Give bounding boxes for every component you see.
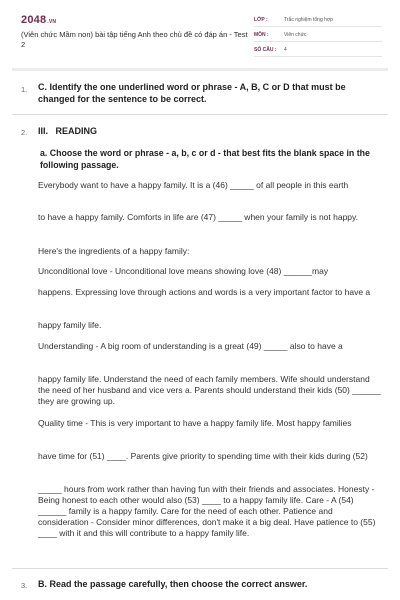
- question-1-text: C. Identify the one underlined word or phrase - A, B, C or D that must be changed for the sentence to be correct.: [38, 82, 346, 104]
- question-1-number: 1.: [21, 85, 28, 94]
- meta-subject-value: Viên chức: [284, 32, 307, 38]
- question-3-text: B. Read the passage carefully, then choose the correct answer.: [38, 579, 308, 589]
- logo-sub: .VN: [47, 19, 57, 25]
- passage-paragraph: Quality time - This is very important to have a happy family life. Most happy families: [38, 418, 352, 428]
- question-3-number: 3.: [21, 581, 28, 590]
- page-header: [0, 0, 400, 68]
- passage-paragraph: happens. Expressing love through actions and words is a very important factor to have a: [38, 287, 371, 297]
- meta-class-row: [254, 14, 382, 27]
- meta-count-row: [254, 44, 382, 57]
- meta-count-label: SỐ CÂU :: [254, 47, 277, 53]
- passage-paragraph: have time for (51) ____. Parents give priority to spending time with their kids during (52): [38, 451, 368, 461]
- meta-subject-label: MÔN :: [254, 32, 269, 38]
- passage-paragraph: _____ hours from work rather than having fun with their friends and associates. Honesty - Being honest to each other would also (53) ____ to a happy family life. Care - A (54) ______ family is a happy family. Care for the need of each other. Patience and consideration - Consider minor differences, don't make it a big deal. Have patience to (55) ____ with it and this will contribute to a happy family life.: [38, 484, 376, 538]
- meta-class-label: LỚP :: [254, 17, 268, 23]
- passage-paragraph: happy family life. Understand the need of each family members. Wife should understand the need of her husband and vice vers a. Parents should understand their kids (50) ______ they are growing up.: [38, 374, 381, 406]
- question-separator: [12, 114, 388, 115]
- passage-paragraph: Unconditional love - Unconditional love means showing love (48) ______may: [38, 266, 329, 276]
- question-2-subheading: a. Choose the word or phrase - a, b, c or d - that best fits the blank space in the following passage.: [40, 148, 370, 170]
- meta-subject-row: [254, 29, 382, 42]
- header-divider: [12, 68, 388, 71]
- passage-paragraph: happy family life.: [38, 320, 102, 330]
- passage-paragraph: to have a happy family. Comforts in life are (47) _____ when your family is not happy.: [38, 212, 359, 222]
- meta-count-value: 4: [284, 47, 287, 53]
- passage-paragraph: Understanding - A big room of understanding is a great (49) _____ also to have a: [38, 341, 343, 351]
- passage-paragraph: Here's the ingredients of a happy family:: [38, 246, 190, 256]
- exam-meta: [254, 14, 382, 59]
- exam-title: (Viên chức Mầm non) bài tập tiếng Anh theo chủ đề có đáp án - Test 2: [21, 30, 248, 49]
- meta-class-value: Trắc nghiệm tổng hợp: [284, 17, 333, 23]
- logo-main: 2048: [21, 14, 47, 26]
- question-separator: [12, 568, 388, 569]
- site-logo[interactable]: [21, 14, 56, 26]
- question-2-number: 2.: [21, 128, 28, 137]
- question-2-heading: III. READING: [38, 126, 98, 136]
- passage-paragraph: Everybody want to have a happy family. It is a (46) _____ of all people in this earth: [38, 180, 349, 190]
